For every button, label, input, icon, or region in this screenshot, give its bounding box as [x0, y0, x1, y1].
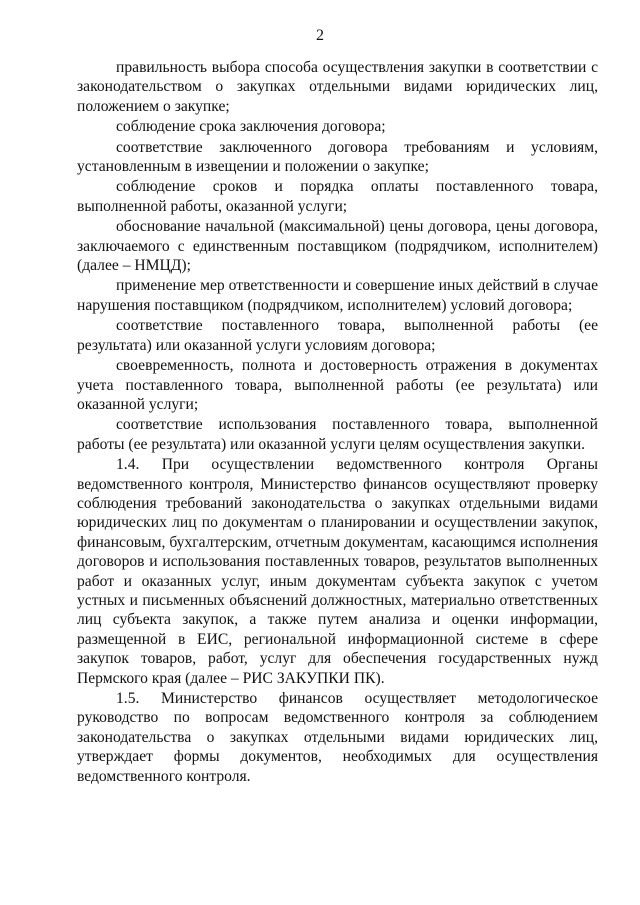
page-number: 2	[316, 27, 324, 44]
paragraph-section-1-5: 1.5. Министерство финансов осуществляет методологическое руководство по вопросам ведомственного контроля за соблюдением законодательства о закупках отдельными видами юридических лиц, утверждает формы документов, необходимых для осуществления ведомственного контроля.	[77, 690, 598, 785]
paragraph-usage-purpose: соответствие использования поставленного товара, выполненной работы (ее результата) или оказанной услуги целям осуществления закупки.	[77, 416, 598, 453]
paragraph-contract-term: соблюдение срока заключения договора;	[116, 118, 386, 136]
paragraph-price-justification: обоснование начальной (максимальной) цены договора, цены договора, заключаемого с единственным поставщиком (подрядчиком, исполнителем) (далее – НМЦД);	[77, 218, 598, 275]
document-body	[77, 58, 598, 787]
paragraph-liability-measures: применение мер ответственности и совершение иных действий в случае нарушения поставщиком (подрядчиком, исполнителем) условий договора;	[77, 277, 598, 314]
paragraph-procurement-method: правильность выбора способа осуществления закупки в соответствии с законодательством о закупках отдельными видами юридических лиц, положением о закупке;	[77, 59, 598, 115]
paragraph-payment-terms: соблюдение сроков и порядка оплаты поставленного товара, выполненной работы, оказанной услуги;	[77, 178, 598, 215]
paragraph-contract-compliance: соответствие заключенного договора требованиям и условиям, установленным в извещении и положении о закупке;	[77, 138, 598, 176]
paragraph-accounting-records: своевременность, полнота и достоверность отражения в документах учета поставленного товара, выполненной работы (ее результата) или оказанной услуги;	[77, 357, 598, 413]
paragraph-section-1-4: 1.4. При осуществлении ведомственного контроля Органы ведомственного контроля, Министерство финансов осуществляют проверку соблюдения требований законодательства о закупках отдельными видами юридических лиц по документам о планировании и осуществлении закупок, финансовым, бухгалтерским, отчетным документам, касающимся исполнения договоров и использования поставленных товаров, результатов выполненных работ и оказанных услуг, иным документам субъекта закупок с учетом устных и письменных объяснений должностных, материально ответственных лиц субъекта закупок, а также путем анализа и оценки информации, размещенной в ЕИС, региональной информационной системе в сфере закупок товаров, работ, услуг для обеспечения государственных нужд Пермского края (далее – РИС ЗАКУПКИ ПК).	[77, 456, 598, 687]
paragraph-goods-conformity: соответствие поставленного товара, выполненной работы (ее результата) или оказанной услуги условиям договора;	[77, 317, 598, 354]
